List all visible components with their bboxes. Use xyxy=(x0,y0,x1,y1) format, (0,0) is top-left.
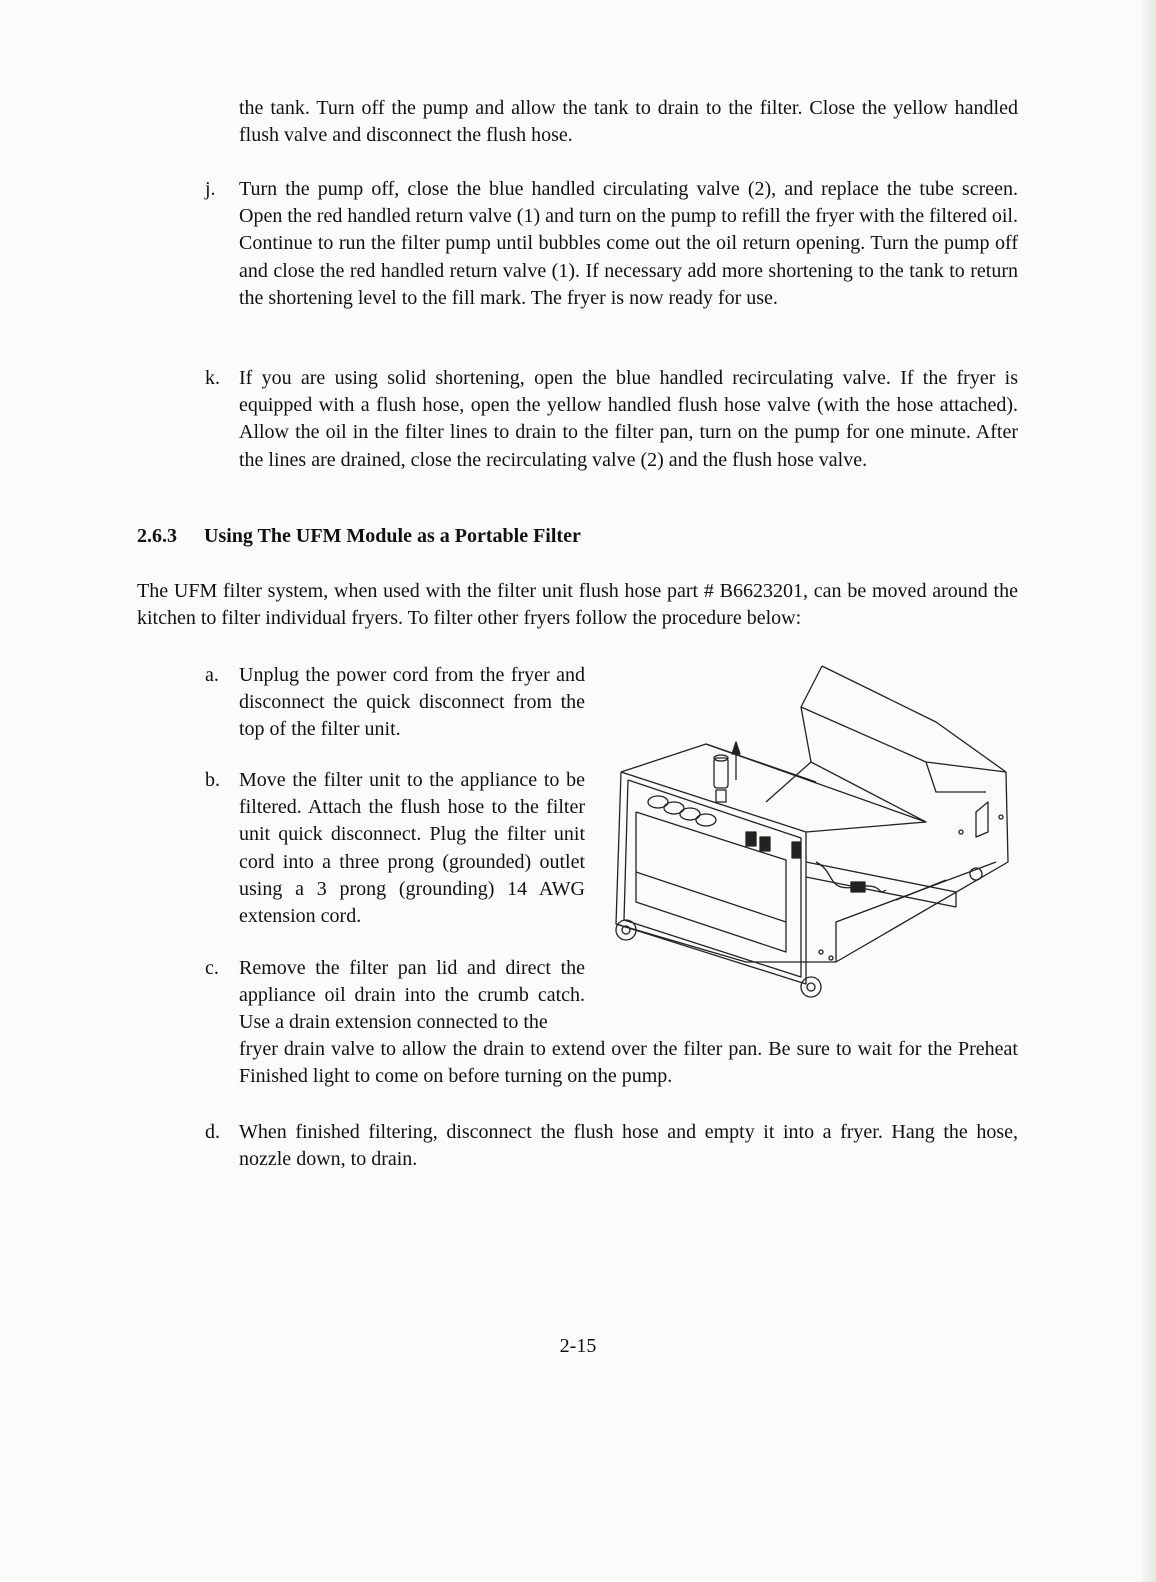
continuation-paragraph: the tank. Turn off the pump and allow the tank to drain to the filter. Close the yellow handled flush valve and disconnect the flush hose. xyxy=(239,97,1018,147)
section-number: 2.6.3 xyxy=(137,525,177,547)
step-marker: j. xyxy=(205,178,216,200)
step-text: Turn the pump off, close the blue handled circulating valve (2), and replace the tube screen. Open the red handled return valve (1) and turn on the pump to refill the fryer with the filtered oil. Continue to run the filter pump until bubbles come out the oil return opening. Turn the pump off and close the red handled return valve (1). If necessary add more shortening to the tank to return the shortening level to the fill mark. The fryer is now ready for use. xyxy=(239,178,1018,309)
step-text: Move the filter unit to the appliance to be filtered. Attach the flush hose to the filter unit quick disconnect. Plug the filter unit cord into a three prong (grounded) outlet using a 3 prong (grounding) 14 AWG extension cord. xyxy=(239,769,585,928)
pump-cylinder xyxy=(714,758,728,788)
step-marker: a. xyxy=(205,664,219,686)
step-marker: c. xyxy=(205,957,219,979)
step-marker: d. xyxy=(205,1121,220,1143)
intro-paragraph: The UFM filter system, when used with the filter unit flush hose part # B6623201, can be moved around the kitchen to filter individual fryers. To filter other fryers follow the procedure below: xyxy=(137,580,1018,630)
filter-unit-illustration xyxy=(596,662,1022,1004)
step-c-continued: fryer drain valve to allow the drain to extend over the filter pan. Be sure to wait for the Preheat Finished light to come on before turning on the pump. xyxy=(239,1038,1018,1088)
page-number: 2-15 xyxy=(559,1335,597,1357)
step-text-narrow: Remove the filter pan lid and direct the appliance oil drain into the crumb catch. Use a drain extension connected to the xyxy=(239,957,585,1034)
step-text: When finished filtering, disconnect the flush hose and empty it into a fryer. Hang the hose, nozzle down, to drain. xyxy=(239,1121,1018,1171)
step-text: Unplug the power cord from the fryer and disconnect the quick disconnect from the top of the filter unit. xyxy=(239,664,585,741)
section-title: Using The UFM Module as a Portable Filter xyxy=(204,525,581,547)
step-marker: b. xyxy=(205,769,220,791)
step-marker: k. xyxy=(205,367,220,389)
step-text: If you are using solid shortening, open the blue handled recirculating valve. If the fryer is equipped with a flush hose, open the yellow handled flush hose valve (with the hose attached). Allow the oil in the filter lines to drain to the filter pan, turn on the pump for one minute. After the lines are drained, close the recirculating valve (2) and the flush hose valve. xyxy=(239,367,1018,471)
section-heading xyxy=(137,525,581,548)
